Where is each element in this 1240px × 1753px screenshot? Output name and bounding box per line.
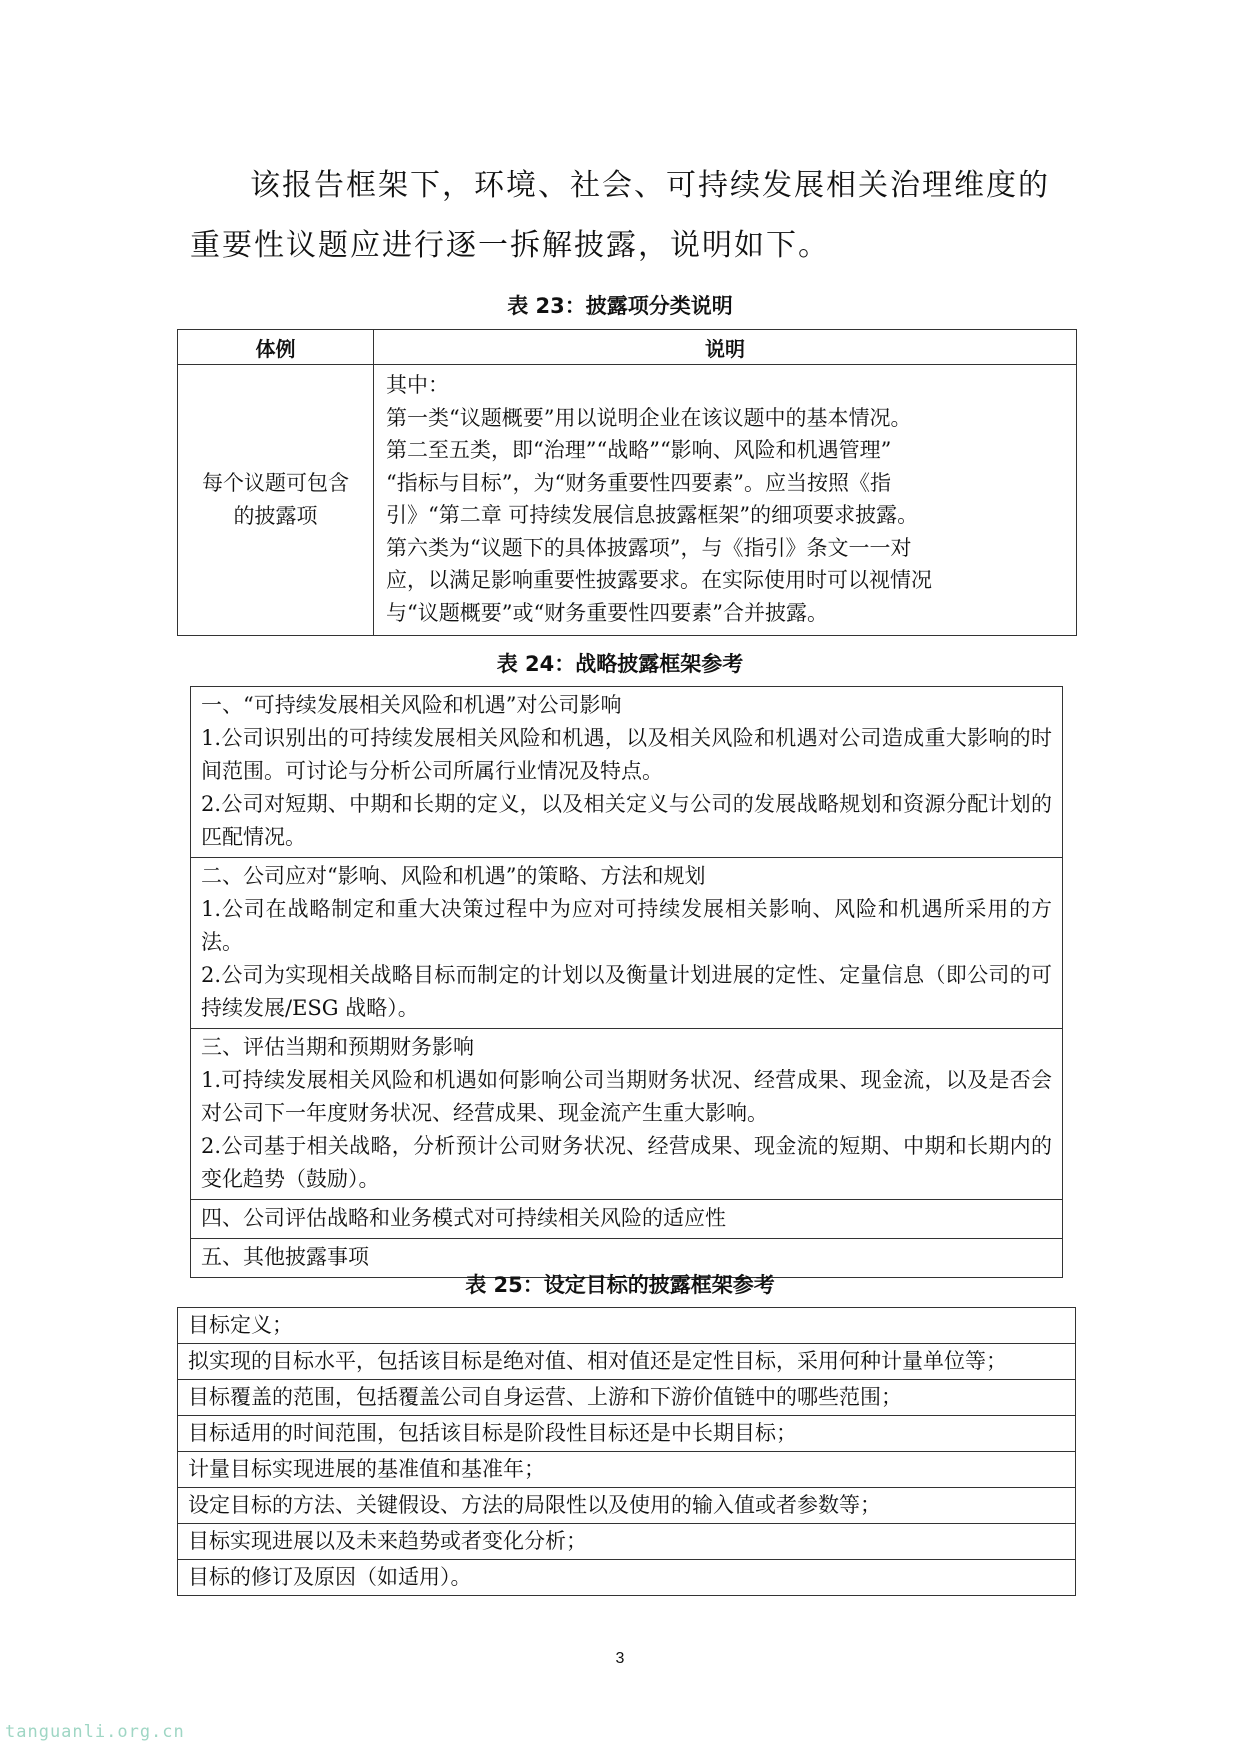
table-row (191, 858, 1063, 1029)
table25-caption: 表 25：设定目标的披露框架参考 (465, 1273, 775, 1297)
table24-section-title: 二、公司应对“影响、风险和机遇”的策略、方法和规划 (201, 864, 706, 888)
table23-desc-line: “指标与目标”，为“财务重要性四要素”。应当按照《指 (386, 470, 891, 495)
table24 (190, 686, 1063, 1278)
table-row (178, 1380, 1076, 1416)
table-row (178, 1560, 1076, 1596)
table24-section-title: 一、“可持续发展相关风险和机遇”对公司影响 (201, 693, 622, 717)
table-row (191, 1029, 1063, 1200)
table25-cell: 目标定义； (178, 1308, 1076, 1344)
table24-section-item: 2.公司为实现相关战略目标而制定的计划以及衡量计划进展的定性、定量信息（即公司的可持续发展/ESG 战略）。 (201, 963, 1052, 1020)
table-row (178, 1308, 1076, 1344)
table25-cell: 设定目标的方法、关键假设、方法的局限性以及使用的输入值或者参数等； (178, 1488, 1076, 1524)
table25-cell: 目标适用的时间范围，包括该目标是阶段性目标还是中长期目标； (178, 1416, 1076, 1452)
table24-section-3 (191, 1029, 1063, 1200)
table23 (177, 329, 1077, 636)
table-row (178, 1524, 1076, 1560)
table24-section-1 (191, 687, 1063, 858)
table23-desc-line: 应，以满足影响重要性披露要求。在实际使用时可以视情况 (386, 568, 932, 592)
table24-section-title: 三、评估当期和预期财务影响 (201, 1035, 474, 1059)
table25-cell: 计量目标实现进展的基准值和基准年； (178, 1452, 1076, 1488)
table24-section-item: 1.可持续发展相关风险和机遇如何影响公司当期财务状况、经营成果、现金流，以及是否会对公司下一年度财务状况、经营成果、现金流产生重大影响。 (201, 1068, 1052, 1125)
intro-paragraph: 该报告框架下，环境、社会、可持续发展相关治理维度的重要性议题应进行逐一拆解披露，说明如下。 (190, 168, 1050, 263)
table25-cell: 目标的修订及原因（如适用）。 (178, 1560, 1076, 1596)
watermark: tanguanli.org.cn (5, 1722, 185, 1742)
table24-section-item: 2.公司基于相关战略，分析预计公司财务状况、经营成果、现金流的短期、中期和长期内的变化趋势（鼓励）。 (201, 1134, 1052, 1191)
page-number: 3 (615, 1650, 625, 1667)
table23-header-format: 体例 (178, 330, 374, 365)
table-row (178, 1416, 1076, 1452)
table23-desc-line: 第一类“议题概要”用以说明企业在该议题中的基本情况。 (386, 405, 912, 430)
table23-desc-line: 第六类为“议题下的具体披露项”，与《指引》条文一一对 (386, 535, 912, 560)
table25-cell: 拟实现的目标水平，包括该目标是绝对值、相对值还是定性目标，采用何种计量单位等； (178, 1344, 1076, 1380)
table-row (178, 1488, 1076, 1524)
table23-label-cell (178, 365, 374, 636)
table-row (191, 1200, 1063, 1239)
table-row (178, 1452, 1076, 1488)
table24-caption: 表 24：战略披露框架参考 (496, 652, 744, 676)
table25 (177, 1307, 1076, 1596)
table24-section-item: 1.公司识别出的可持续发展相关风险和机遇，以及相关风险和机遇对公司造成重大影响的时间范围。可讨论与分析公司所属行业情况及特点。 (201, 726, 1052, 783)
table23-header-description: 说明 (374, 330, 1077, 365)
table24-section-2 (191, 858, 1063, 1029)
table24-section-title: 四、公司评估战略和业务模式对可持续相关风险的适应性 (201, 1206, 726, 1230)
table25-cell: 目标实现进展以及未来趋势或者变化分析； (178, 1524, 1076, 1560)
table23-desc-line: 第二至五类，即“治理”“战略”“影响、风险和机遇管理” (386, 438, 892, 462)
table24-section-title: 五、其他披露事项 (201, 1245, 369, 1269)
table25-cell: 目标覆盖的范围，包括覆盖公司自身运营、上游和下游价值链中的哪些范围； (178, 1380, 1076, 1416)
table23-desc-line: 其中： (386, 373, 449, 397)
table-row (191, 687, 1063, 858)
table23-label-line: 的披露项 (233, 504, 318, 528)
table23-desc-line: 引》“第二章 可持续发展信息披露框架”的细项要求披露。 (386, 503, 919, 527)
table23-caption: 表 23：披露项分类说明 (507, 294, 733, 318)
table-row (178, 365, 1077, 636)
table24-section-item: 1.公司在战略制定和重大决策过程中为应对可持续发展相关影响、风险和机遇所采用的方法。 (201, 897, 1052, 954)
table23-desc-line: 与“议题概要”或“财务重要性四要素”合并披露。 (386, 600, 828, 625)
table23-label-line: 每个议题可包含 (202, 471, 349, 495)
table24-section-4 (191, 1200, 1063, 1239)
table23-header-row (178, 330, 1077, 365)
table23-description-cell (374, 365, 1077, 636)
table-row (178, 1344, 1076, 1380)
table24-section-item: 2.公司对短期、中期和长期的定义，以及相关定义与公司的发展战略规划和资源分配计划的匹配情况。 (201, 792, 1052, 849)
